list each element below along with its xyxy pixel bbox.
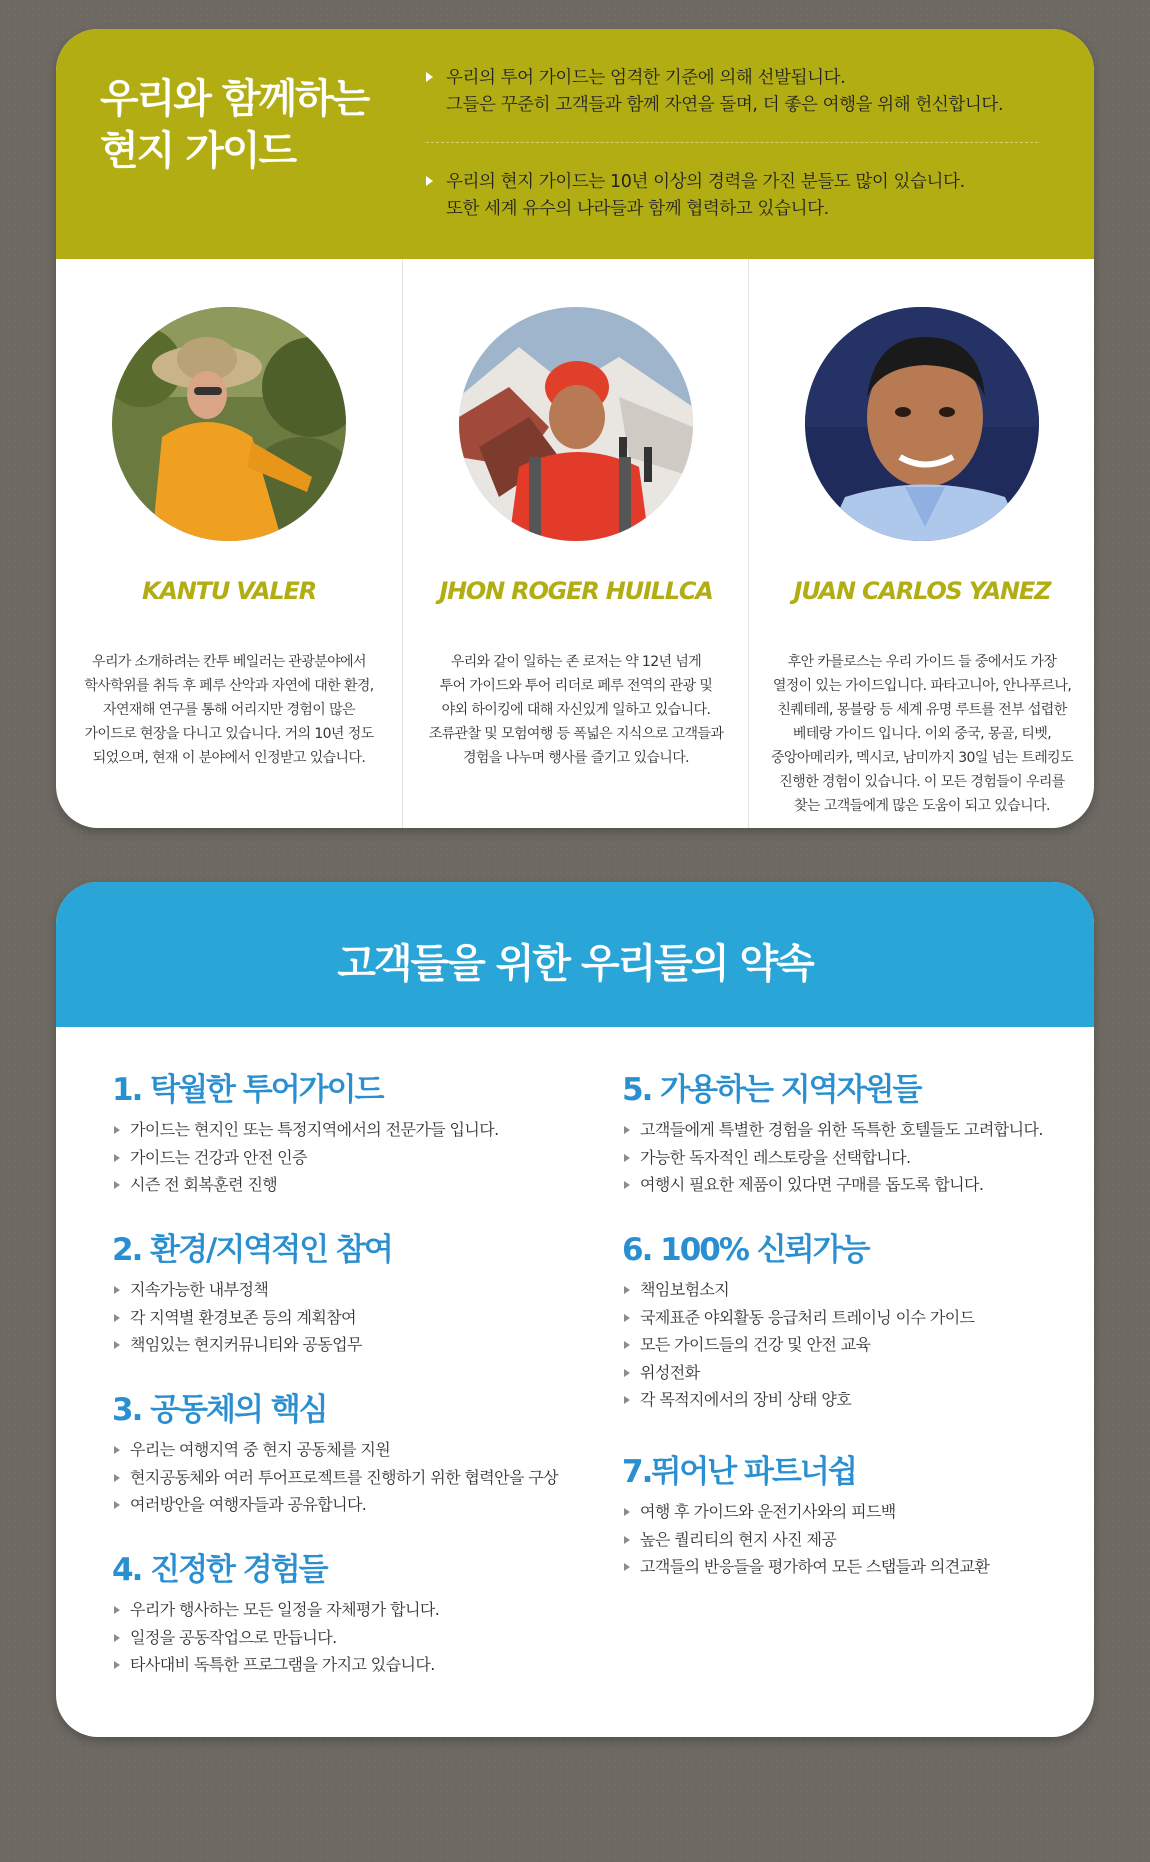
- list-item-text: 고객들에게 특별한 경험을 위한 독특한 호텔들도 고려합니다.: [640, 1120, 1043, 1139]
- guide-description-line: 경험을 나누며 행사를 즐기고 있습니다.: [462, 750, 690, 766]
- triangle-bullet-icon: [114, 1314, 120, 1322]
- promise-list: [112, 1276, 582, 1359]
- guide-profiles: [56, 259, 1094, 828]
- guide-photo-juan: [805, 307, 1039, 541]
- guide-photo-kantu: [112, 307, 346, 541]
- guide-description-line: 우리가 소개하려는 칸투 베일러는 관광분야에서: [92, 654, 366, 670]
- promise-section: [622, 1230, 1092, 1414]
- promise-section: [112, 1230, 582, 1359]
- promise-list: [622, 1498, 1092, 1581]
- list-item-text: 우리는 여행지역 중 현지 공동체를 지원: [130, 1440, 391, 1459]
- guide-description-line: 찾는 고객들에게 많은 도움이 되고 있습니다.: [794, 798, 1050, 814]
- triangle-bullet-icon: [114, 1634, 120, 1642]
- list-item-text: 각 지역별 환경보존 등의 계획참여: [130, 1307, 356, 1327]
- triangle-bullet-icon: [114, 1154, 120, 1162]
- list-item: [622, 1386, 1092, 1414]
- triangle-bullet-icon: [624, 1536, 630, 1544]
- guides-info-line: 또한 세계 유수의 나라들과 함께 협력하고 있습니다.: [446, 199, 829, 219]
- list-item-text: 지속가능한 내부정책: [130, 1280, 269, 1299]
- guide-description-line: 야외 하이킹에 대해 자신있게 일하고 있습니다.: [441, 702, 711, 718]
- list-item: [622, 1116, 1092, 1144]
- triangle-bullet-icon: [114, 1286, 120, 1294]
- list-item-text: 여러방안을 여행자들과 공유합니다.: [130, 1495, 367, 1514]
- list-item: [112, 1491, 582, 1519]
- promise-section: [112, 1390, 582, 1519]
- list-item-text: 책임보험소지: [640, 1280, 730, 1299]
- list-item: [112, 1144, 582, 1172]
- triangle-bullet-icon: [114, 1606, 120, 1614]
- triangle-bullet-icon: [114, 1446, 120, 1454]
- dashed-divider: [426, 142, 1038, 143]
- guide-profile: [56, 259, 402, 828]
- arrow-bullet-icon: [426, 72, 433, 82]
- arrow-bullet-icon: [426, 176, 433, 186]
- list-item-text: 우리가 행사하는 모든 일정을 자체평가 합니다.: [130, 1600, 440, 1619]
- list-item-text: 책임있는 현지커뮤니티와 공동업무: [130, 1335, 362, 1354]
- promise-section-title: 5. 가용하는 지역자원들: [622, 1072, 921, 1108]
- guides-info-line: 그들은 꾸준히 고객들과 함께 자연을 돌며, 더 좋은 여행을 위해 헌신합니다.: [446, 95, 1004, 115]
- guide-description-line: 진행한 경험이 있습니다. 이 모든 경험들이 우리를: [779, 774, 1065, 790]
- list-item: [112, 1304, 582, 1332]
- promise-section: [112, 1070, 582, 1199]
- guide-description-line: 되었으며, 현재 이 분야에서 인정받고 있습니다.: [92, 750, 366, 766]
- list-item-text: 각 목적지에서의 장비 상태 양호: [640, 1390, 852, 1409]
- guide-description-line: 열정이 있는 가이드입니다. 파타고니아, 안나푸르나,: [772, 678, 1072, 694]
- triangle-bullet-icon: [114, 1126, 120, 1134]
- list-item-text: 타사대비 독특한 프로그램을 가지고 있습니다.: [130, 1655, 435, 1674]
- list-item-text: 시즌 전 회복훈련 진행: [130, 1175, 278, 1194]
- triangle-bullet-icon: [624, 1314, 630, 1322]
- triangle-bullet-icon: [114, 1501, 120, 1509]
- triangle-bullet-icon: [624, 1508, 630, 1516]
- promise-card: [56, 882, 1094, 1737]
- list-item: [112, 1436, 582, 1464]
- list-item-text: 모든 가이드들의 건강 및 안전 교육: [640, 1335, 871, 1354]
- guide-name: JUAN CARLOS YANEZ: [793, 577, 1051, 605]
- promise-section-title: 7.뛰어난 파트너쉽: [622, 1454, 856, 1490]
- list-item-text: 가이드는 현지인 또는 특정지역에서의 전문가들 입니다.: [130, 1120, 499, 1139]
- triangle-bullet-icon: [624, 1341, 630, 1349]
- triangle-bullet-icon: [624, 1369, 630, 1377]
- guide-photo-jhon: [459, 307, 693, 541]
- list-item: [622, 1276, 1092, 1304]
- guides-header: [56, 29, 1094, 259]
- list-item: [112, 1331, 582, 1359]
- guides-title-line: 현지 가이드: [100, 128, 296, 174]
- promise-list: [112, 1596, 582, 1679]
- guide-description-line: 우리와 같이 일하는 존 로저는 약 12년 넘게: [450, 654, 702, 670]
- triangle-bullet-icon: [624, 1563, 630, 1571]
- guides-info-line: 우리의 현지 가이드는 10년 이상의 경력을 가진 분들도 많이 있습니다.: [446, 172, 965, 192]
- promise-section: [622, 1070, 1092, 1199]
- list-item-text: 고객들의 반응들을 평가하여 모든 스탭들과 의견교환: [640, 1557, 990, 1576]
- promise-section-title: 3. 공동체의 핵심: [112, 1392, 327, 1428]
- guide-profile: [402, 259, 749, 828]
- guide-description-line: 중앙아메리카, 멕시코, 남미까지 30일 넘는 트레킹도: [770, 750, 1074, 766]
- triangle-bullet-icon: [624, 1286, 630, 1294]
- list-item: [112, 1596, 582, 1624]
- triangle-bullet-icon: [624, 1396, 630, 1404]
- list-item: [112, 1651, 582, 1679]
- guide-name: JHON ROGER HUILLCA: [439, 577, 713, 605]
- guides-card: [56, 29, 1094, 828]
- promise-section: [622, 1452, 1092, 1581]
- triangle-bullet-icon: [624, 1126, 630, 1134]
- guide-profile: [748, 259, 1094, 828]
- triangle-bullet-icon: [114, 1181, 120, 1189]
- list-item: [112, 1276, 582, 1304]
- guide-name: KANTU VALER: [142, 577, 316, 605]
- triangle-bullet-icon: [114, 1474, 120, 1482]
- triangle-bullet-icon: [114, 1661, 120, 1669]
- list-item: [622, 1331, 1092, 1359]
- triangle-bullet-icon: [624, 1154, 630, 1162]
- list-item-text: 위성전화: [640, 1362, 700, 1382]
- promise-section-title: 4. 진정한 경험들: [112, 1552, 327, 1588]
- list-item: [622, 1144, 1092, 1172]
- guides-info-line: 우리의 투어 가이드는 엄격한 기준에 의해 선발됩니다.: [446, 68, 846, 88]
- promise-list: [112, 1116, 582, 1199]
- guide-description-line: 친퀘테레, 몽블랑 등 세계 유명 루트를 전부 섭렵한: [777, 702, 1067, 718]
- list-item-text: 높은 퀄리티의 현지 사진 제공: [640, 1529, 837, 1549]
- guide-description-line: 후안 카를로스는 우리 가이드 들 중에서도 가장: [787, 654, 1057, 670]
- guide-description-line: 학사학위를 취득 후 페루 산악과 자연에 대한 환경,: [84, 678, 374, 694]
- guide-description-line: 가이드로 현장을 다니고 있습니다. 거의 10년 정도: [84, 726, 374, 742]
- guide-description: [413, 650, 739, 770]
- triangle-bullet-icon: [624, 1181, 630, 1189]
- guide-description: [66, 650, 392, 770]
- list-item: [112, 1116, 582, 1144]
- list-item: [622, 1359, 1092, 1387]
- guide-description-line: 베테랑 가이드 입니다. 이외 중국, 몽골, 티벳,: [792, 726, 1052, 742]
- promise-header: [56, 882, 1094, 1027]
- promise-list: [622, 1276, 1092, 1414]
- guide-description-line: 투어 가이드와 투어 리더로 페루 전역의 관광 및: [439, 678, 713, 694]
- list-item: [622, 1304, 1092, 1332]
- guides-title-line: 우리와 함께하는: [100, 76, 369, 122]
- guides-title: [100, 73, 420, 177]
- promise-list: [622, 1116, 1092, 1199]
- list-item: [112, 1464, 582, 1492]
- promise-title: 고객들을 위한 우리들의 약속: [337, 941, 813, 987]
- list-item: [622, 1498, 1092, 1526]
- list-item-text: 일정을 공동작업으로 만듭니다.: [130, 1627, 337, 1647]
- promise-section-title: 1. 탁월한 투어가이드: [112, 1072, 383, 1108]
- list-item-text: 국제표준 야외활동 응급처리 트레이닝 이수 가이드: [640, 1307, 975, 1327]
- list-item-text: 현지공동체와 여러 투어프로젝트를 진행하기 위한 협력안을 구상: [130, 1467, 559, 1487]
- list-item: [112, 1171, 582, 1199]
- promise-list: [112, 1436, 582, 1519]
- guide-description-line: 자연재해 연구를 통해 어리지만 경험이 많은: [103, 702, 355, 718]
- list-item-text: 가능한 독자적인 레스토랑을 선택합니다.: [640, 1147, 911, 1167]
- promise-section-title: 6. 100% 신뢰가능: [622, 1232, 869, 1268]
- list-item: [622, 1553, 1092, 1581]
- triangle-bullet-icon: [114, 1341, 120, 1349]
- guide-description-line: 조류관찰 및 모험여행 등 폭넓은 지식으로 고객들과: [428, 726, 724, 742]
- list-item-text: 가이드는 건강과 안전 인증: [130, 1147, 307, 1167]
- promise-section-title: 2. 환경/지역적인 참여: [112, 1232, 392, 1268]
- list-item: [112, 1624, 582, 1652]
- list-item-text: 여행시 필요한 제품이 있다면 구매를 돕도록 합니다.: [640, 1175, 984, 1194]
- guide-description: [759, 650, 1085, 818]
- promise-section: [112, 1550, 582, 1679]
- list-item-text: 여행 후 가이드와 운전기사와의 피드백: [640, 1502, 896, 1521]
- list-item: [622, 1171, 1092, 1199]
- list-item: [622, 1526, 1092, 1554]
